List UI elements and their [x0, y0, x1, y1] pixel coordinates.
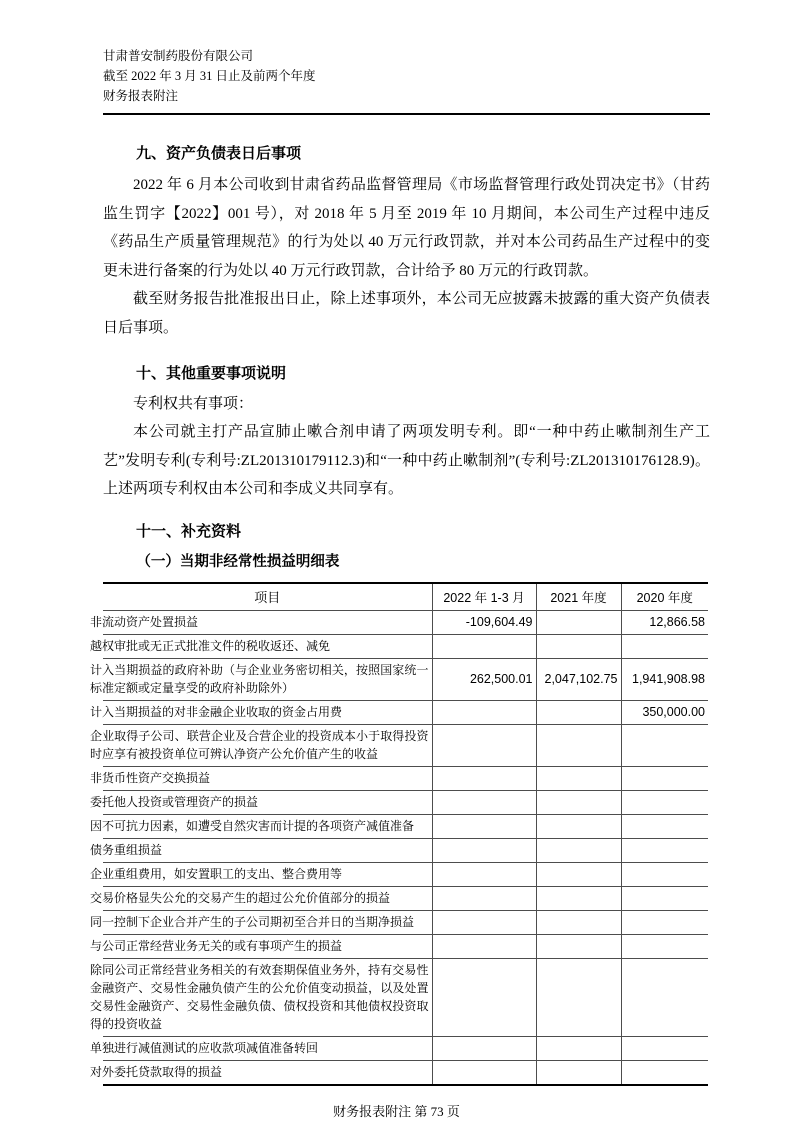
- table-row: [103, 910, 708, 934]
- value-cell: [621, 958, 708, 1036]
- document-type: 财务报表附注: [103, 89, 179, 103]
- value-cell: [432, 838, 536, 862]
- table-row: [103, 700, 708, 724]
- table-row: [103, 610, 708, 634]
- value-cell: [621, 838, 708, 862]
- value-cell: [432, 862, 536, 886]
- table-row: [103, 658, 708, 700]
- page-footer: 财务报表附注 第 73 页: [333, 1103, 460, 1119]
- value-cell: [536, 862, 621, 886]
- section-9-title: 九、资产负债表日后事项: [136, 144, 302, 162]
- table-body: [90, 610, 708, 1085]
- item-cell: 非流动资产处置损益: [103, 610, 432, 634]
- table-row: [103, 724, 708, 766]
- value-cell: [536, 700, 621, 724]
- item-cell: 计入当期损益的对非金融企业收取的资金占用费: [103, 700, 432, 724]
- value-cell: 12,866.58: [621, 610, 708, 634]
- value-cell: [536, 790, 621, 814]
- item-cell: 企业取得子公司、联营企业及合营企业的投资成本小于取得投资时应享有被投资单位可辨认净资产公允价值产生的收益: [103, 724, 432, 766]
- value-cell: [621, 766, 708, 790]
- item-cell: 因不可抗力因素，如遭受自然灾害而计提的各项资产减值准备: [103, 814, 432, 838]
- value-cell: [621, 634, 708, 658]
- non-recurring-gains-losses-table: [90, 582, 708, 1086]
- column-header-2021: 2021 年度: [536, 583, 621, 611]
- value-cell: [432, 724, 536, 766]
- value-cell: [432, 934, 536, 958]
- value-cell: [432, 886, 536, 910]
- value-cell: [432, 958, 536, 1036]
- value-cell: [536, 634, 621, 658]
- value-cell: [432, 766, 536, 790]
- value-cell: [536, 958, 621, 1036]
- item-cell: 非货币性资产交换损益: [103, 766, 432, 790]
- item-cell: 对外委托贷款取得的损益: [103, 1060, 432, 1085]
- value-cell: [432, 814, 536, 838]
- section-9-paragraph-2: 截至财务报告批准报出日止，除上述事项外，本公司无应披露未披露的重大资产负债表日后事项。: [103, 291, 710, 336]
- value-cell: [536, 886, 621, 910]
- table-row: [103, 634, 708, 658]
- column-header-2022: 2022 年 1-3 月: [432, 583, 536, 611]
- item-cell: 企业重组费用，如安置职工的支出、整合费用等: [103, 862, 432, 886]
- value-cell: [432, 1060, 536, 1085]
- table-row: [103, 1060, 708, 1085]
- table-row: [103, 814, 708, 838]
- header-divider: [103, 113, 710, 115]
- table-row: [103, 862, 708, 886]
- table-caption: （一）当期非经常性损益明细表: [136, 553, 340, 570]
- section-9-paragraph-1: 2022 年 6 月本公司收到甘肃省药品监督管理局《市场监督管理行政处罚决定书》（甘药监生罚字【2022】001 号），对 2018 年 5 月至 2019 年 10 月期间，本公司生产过程中违反《药品生产质量管理规范》的行为处以 40 万元行政罚款，并对本公司药品生产过程中的变更未进行备案的行为处以 40 万元行政罚款，合计给予 80 万元的行政罚款。: [103, 177, 710, 279]
- item-cell: 同一控制下企业合并产生的子公司期初至合并日的当期净损益: [103, 910, 432, 934]
- patent-lead-line: 专利权共有事项：: [133, 395, 254, 412]
- item-cell: 债务重组损益: [103, 838, 432, 862]
- company-name: 甘肃普安制药股份有限公司: [103, 49, 254, 63]
- table-row: [103, 934, 708, 958]
- item-cell: 越权审批或无正式批准文件的税收返还、减免: [103, 634, 432, 658]
- value-cell: [536, 910, 621, 934]
- value-cell: [536, 1060, 621, 1085]
- value-cell: [536, 838, 621, 862]
- value-cell: [621, 1036, 708, 1060]
- value-cell: [621, 910, 708, 934]
- value-cell: [621, 814, 708, 838]
- item-cell: 单独进行减值测试的应收款项减值准备转回: [103, 1036, 432, 1060]
- patent-paragraph: 本公司就主打产品宣肺止嗽合剂申请了两项发明专利。即“一种中药止嗽制剂生产工艺”发明专利(专利号:ZL201310179112.3)和“一种中药止嗽制剂”(专利号:ZL201310176128.9)。上述两项专利权由本公司和李成义共同享有。: [103, 424, 710, 498]
- value-cell: [432, 1036, 536, 1060]
- value-cell: 2,047,102.75: [536, 658, 621, 700]
- column-header-item: 项目: [254, 590, 281, 606]
- value-cell: [621, 886, 708, 910]
- value-cell: [536, 724, 621, 766]
- section-10-title: 十、其他重要事项说明: [136, 363, 287, 382]
- value-cell: [621, 862, 708, 886]
- column-header-2020: 2020 年度: [621, 583, 708, 611]
- table-row: [103, 838, 708, 862]
- value-cell: [432, 634, 536, 658]
- item-cell: 除同公司正常经营业务相关的有效套期保值业务外，持有交易性金融资产、交易性金融负债产生的公允价值变动损益，以及处置交易性金融资产、交易性金融负债、债权投资和其他债权投资取得的投资收益: [103, 958, 432, 1036]
- value-cell: [621, 724, 708, 766]
- value-cell: -109,604.49: [432, 610, 536, 634]
- table-row: [103, 1036, 708, 1060]
- item-cell: 委托他人投资或管理资产的损益: [103, 790, 432, 814]
- section-11-title: 十一、补充资料: [136, 521, 242, 540]
- table-row: [103, 766, 708, 790]
- item-cell: 与公司正常经营业务无关的或有事项产生的损益: [103, 934, 432, 958]
- table-row: [103, 886, 708, 910]
- document-header: [103, 46, 710, 106]
- value-cell: [536, 1036, 621, 1060]
- value-cell: [621, 934, 708, 958]
- value-cell: 350,000.00: [621, 700, 708, 724]
- value-cell: [432, 700, 536, 724]
- value-cell: [536, 814, 621, 838]
- value-cell: [621, 790, 708, 814]
- table-row: [103, 958, 708, 1036]
- value-cell: [432, 790, 536, 814]
- item-cell: 交易价格显失公允的交易产生的超过公允价值部分的损益: [103, 886, 432, 910]
- value-cell: [536, 934, 621, 958]
- value-cell: 262,500.01: [432, 658, 536, 700]
- table-header-row: [103, 583, 708, 611]
- value-cell: [621, 1060, 708, 1085]
- value-cell: 1,941,908.98: [621, 658, 708, 700]
- table-row: [103, 790, 708, 814]
- report-period: 截至 2022 年 3 月 31 日止及前两个年度: [103, 69, 316, 83]
- value-cell: [432, 910, 536, 934]
- item-cell: 计入当期损益的政府补助（与企业业务密切相关，按照国家统一标准定额或定量享受的政府补助除外）: [103, 658, 432, 700]
- value-cell: [536, 610, 621, 634]
- value-cell: [536, 766, 621, 790]
